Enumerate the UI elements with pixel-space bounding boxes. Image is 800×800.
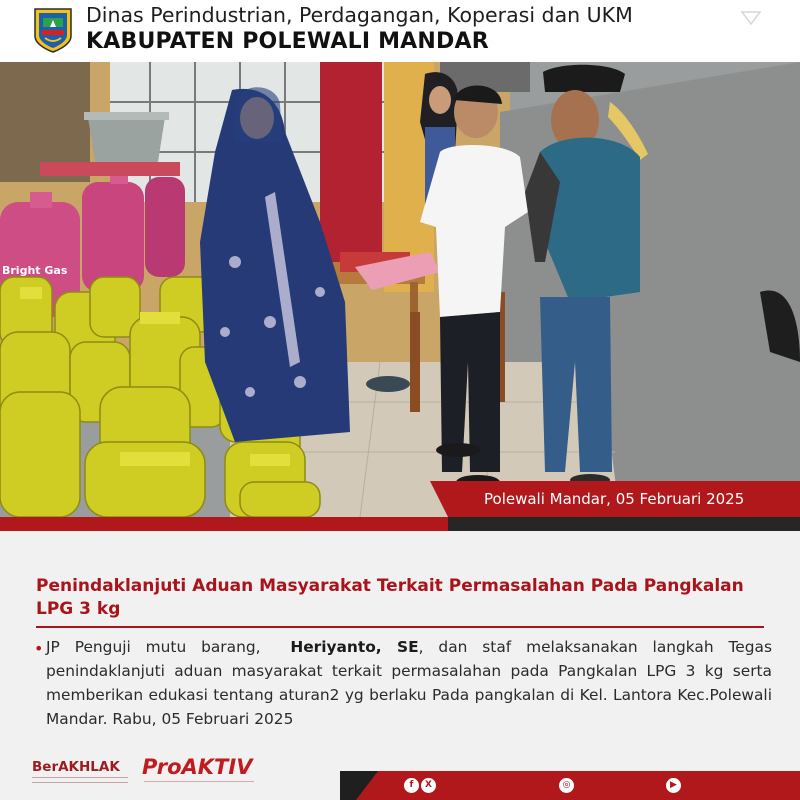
photo-caption: Polewali Mandar, 05 Februari 2025 [448,481,800,517]
article-headline: Penindaklanjuti Aduan Masyarakat Terkait Permasalahan Pada Pangkalan LPG 3 kg [36,576,744,619]
official-name: Heriyanto, SE [290,638,419,656]
body-prefix: JP Penguji mutu barang, [46,638,261,656]
proaktiv-logo: ProAKTIV [142,755,253,779]
x-icon[interactable]: X [421,778,436,793]
regency-crest-icon [32,6,74,54]
accent-band-red [0,517,448,531]
news-photo [0,62,800,517]
article [0,531,800,771]
proaktiv-tagline-line [144,781,254,784]
article-body [46,635,772,731]
cylinder-brand-label: Bright Gas [2,264,68,277]
triangle-down-icon [740,10,762,26]
berakhlak-tagline-lines [32,777,128,783]
header [0,0,800,62]
social-bar [378,771,800,800]
berakhlak-logo: BerAKHLAK [32,759,120,775]
headline-divider [36,626,764,628]
organization-name: Dinas Perindustrian, Perdagangan, Koperasi dan UKM [86,3,633,27]
accent-band-dark [448,517,800,531]
instagram-icon[interactable]: ◎ [559,778,574,793]
footer [0,755,800,800]
photo-illustration [0,62,800,517]
region-name: KABUPATEN POLEWALI MANDAR [86,29,489,54]
bullet-icon: • [34,639,44,658]
facebook-icon[interactable]: f [404,778,419,793]
youtube-icon[interactable]: ▶ [666,778,681,793]
body-suffix: , dan staf melaksanakan langkah Tegas penindaklanjuti aduan masyarakat terkait permasalahan pada Pangkalan LPG 3 kg serta memberikan edukasi tentang aturan2 yg berlaku Pada pangkalan di Kel. Lantora Kec.Polewali Mandar. Rabu, 05 Februari 2025 [46,638,772,728]
